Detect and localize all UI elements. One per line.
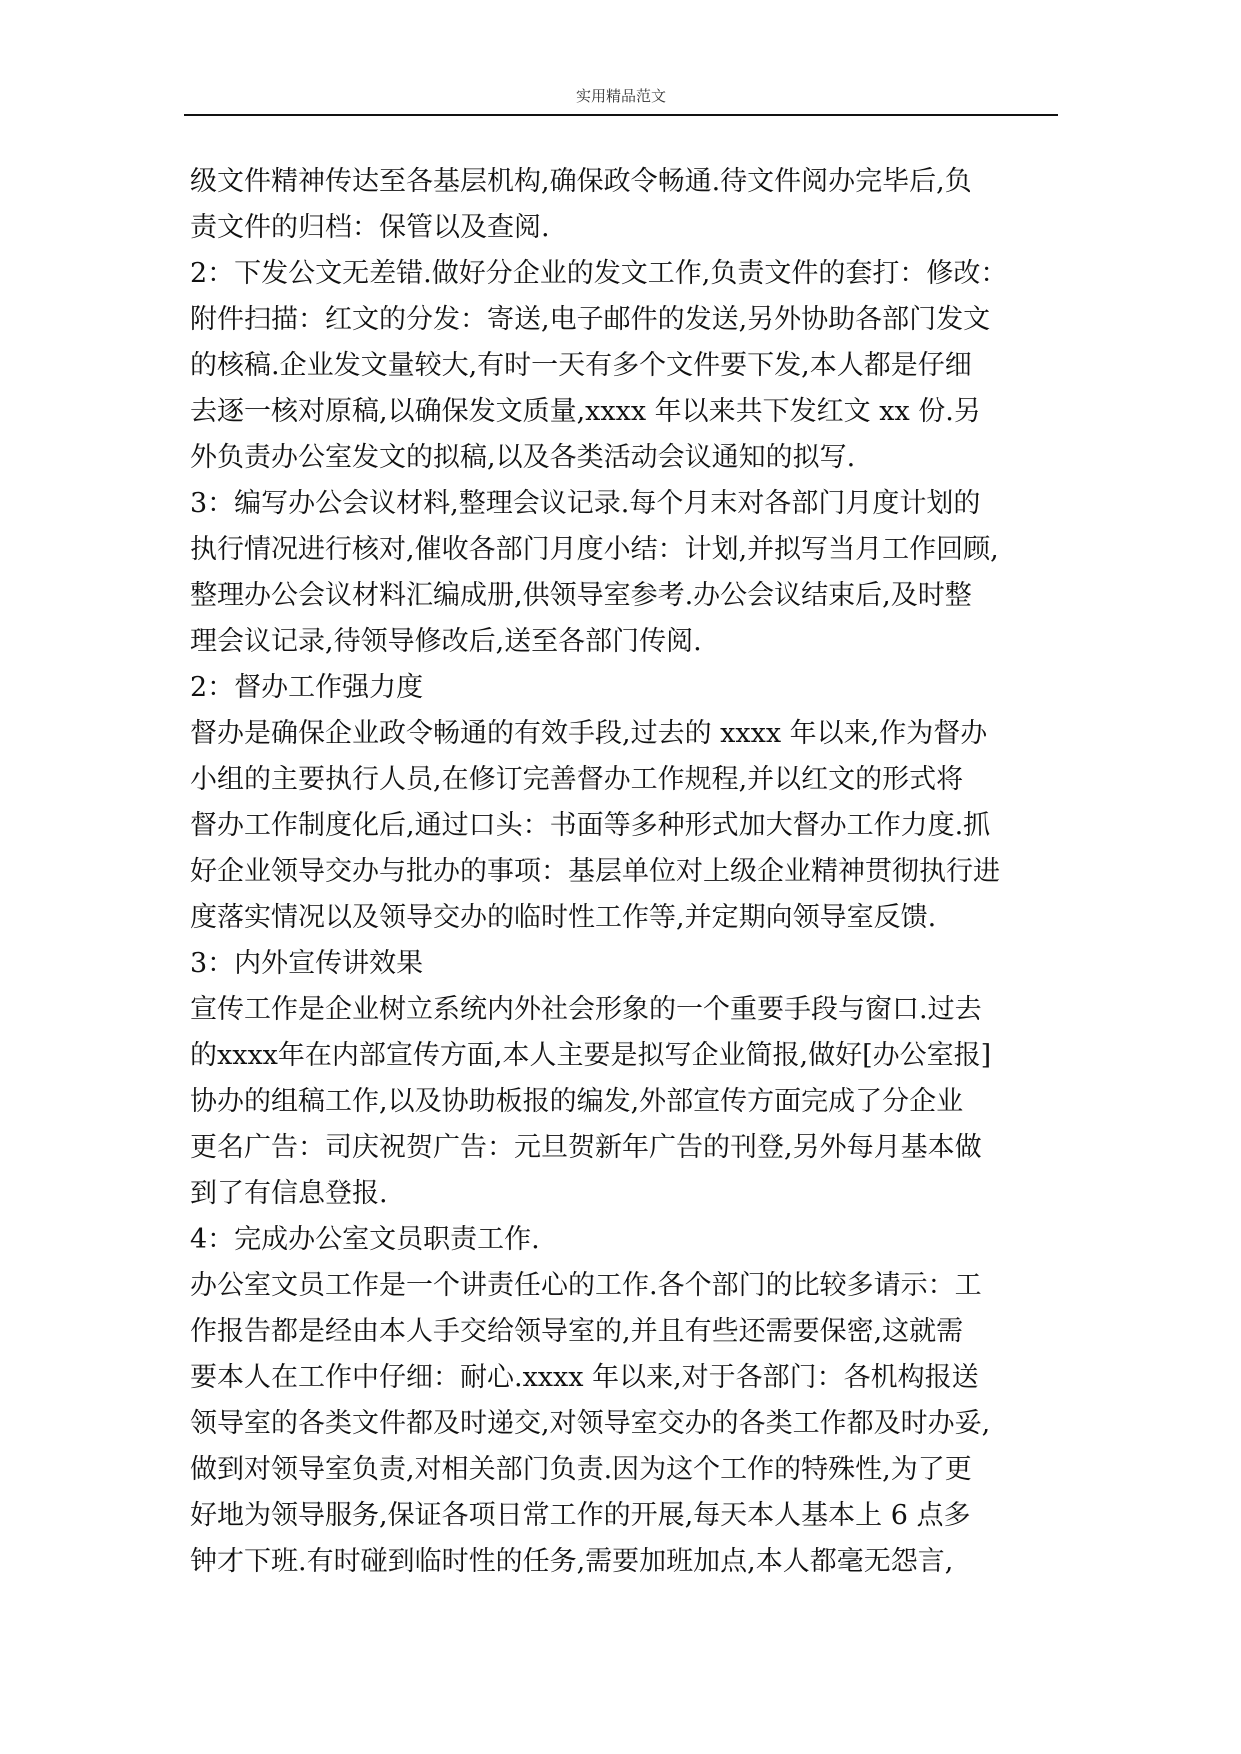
text-line: 去逐一核对原稿,以确保发文质量,xxxx 年以来共下发红文 xx 份.另 [190, 396, 981, 427]
section-heading: 2：督办工作强力度 [190, 672, 424, 703]
text-line: 整理办公会议材料汇编成册,供领导室参考.办公会议结束后,及时整 [190, 580, 972, 611]
text-line: 领导室的各类文件都及时递交,对领导室交办的各类工作都及时办妥, [190, 1408, 991, 1439]
text-line: 督办是确保企业政令畅通的有效手段,过去的 xxxx 年以来,作为督办 [190, 718, 988, 749]
text-line: 3：编写办公会议材料,整理会议记录.每个月末对各部门月度计划的 [190, 488, 981, 519]
section-heading: 3：内外宣传讲效果 [190, 948, 424, 979]
text-line: 督办工作制度化后,通过口头：书面等多种形式加大督办工作力度.抓 [190, 810, 991, 841]
text-line: 级文件精神传达至各基层机构,确保政令畅通.待文件阅办完毕后,负 [190, 166, 972, 197]
text-line: 作报告都是经由本人手交给领导室的,并且有些还需要保密,这就需 [190, 1316, 964, 1347]
text-line: 到了有信息登报. [190, 1178, 388, 1209]
text-line: 好企业领导交办与批办的事项：基层单位对上级企业精神贯彻执行进 [190, 856, 1000, 887]
text-line: 更名广告：司庆祝贺广告：元旦贺新年广告的刊登,另外每月基本做 [190, 1132, 982, 1163]
text-line: 责文件的归档：保管以及查阅. [190, 212, 550, 243]
section-heading: 4：完成办公室文员职责工作. [190, 1224, 540, 1255]
page-header-title: 实用精品范文 [575, 87, 666, 105]
text-line: 宣传工作是企业树立系统内外社会形象的一个重要手段与窗口.过去 [190, 994, 982, 1025]
text-line: 好地为领导服务,保证各项日常工作的开展,每天本人基本上 6 点多 [190, 1500, 971, 1531]
text-line: 外负责办公室发文的拟稿,以及各类活动会议通知的拟写. [190, 442, 856, 473]
text-line: 小组的主要执行人员,在修订完善督办工作规程,并以红文的形式将 [190, 764, 964, 795]
text-line: 的xxxx年在内部宣传方面,本人主要是拟写企业简报,做好[办公室报] [190, 1040, 992, 1071]
text-line: 钟才下班.有时碰到临时性的任务,需要加班加点,本人都毫无怨言, [190, 1546, 954, 1577]
text-line: 度落实情况以及领导交办的临时性工作等,并定期向领导室反馈. [190, 902, 937, 933]
text-line: 的核稿.企业发文量较大,有时一天有多个文件要下发,本人都是仔细 [190, 350, 972, 381]
document-body [190, 159, 1070, 1585]
text-line: 协办的组稿工作,以及协助板报的编发,外部宣传方面完成了分企业 [190, 1086, 964, 1117]
header-divider [184, 114, 1058, 116]
text-line: 要本人在工作中仔细：耐心.xxxx 年以来,对于各部门：各机构报送 [190, 1362, 979, 1393]
text-line: 执行情况进行核对,催收各部门月度小结：计划,并拟写当月工作回顾, [190, 534, 999, 565]
text-line: 理会议记录,待领导修改后,送至各部门传阅. [190, 626, 702, 657]
text-line: 办公室文员工作是一个讲责任心的工作.各个部门的比较多请示：工 [190, 1270, 982, 1301]
text-line: 2：下发公文无差错.做好分企业的发文工作,负责文件的套打：修改： [190, 258, 1008, 289]
text-line: 附件扫描：红文的分发：寄送,电子邮件的发送,另外协助各部门发文 [190, 304, 991, 335]
text-line: 做到对领导室负责,对相关部门负责.因为这个工作的特殊性,为了更 [190, 1454, 972, 1485]
